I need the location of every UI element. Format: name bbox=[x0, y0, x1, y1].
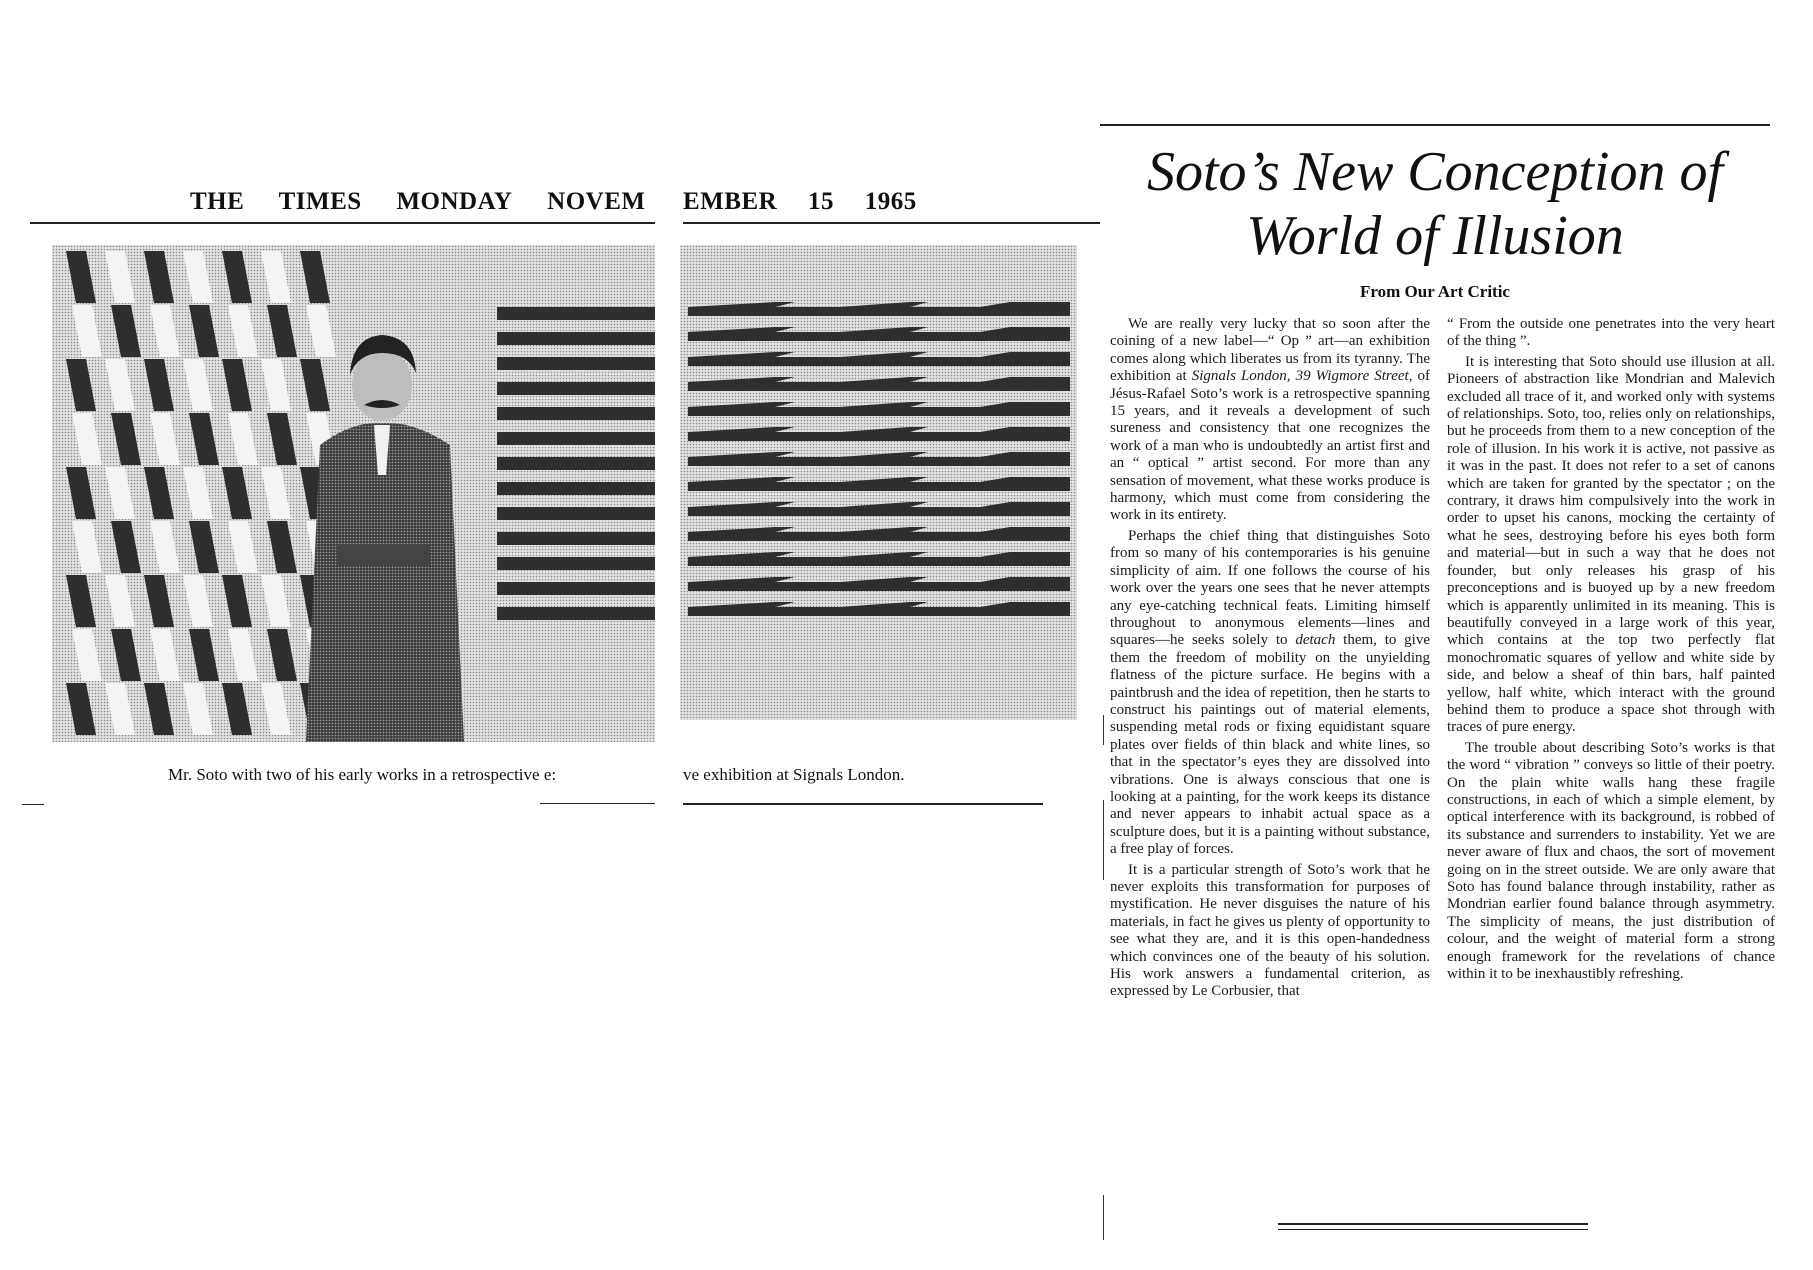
article-bottom-rule-2 bbox=[1278, 1229, 1588, 1230]
photo-caption-left: Mr. Soto with two of his early works in a retrospective e: bbox=[168, 765, 557, 784]
soto-portrait-illustration bbox=[52, 245, 655, 742]
masthead-word: THE bbox=[190, 188, 245, 215]
right-photo bbox=[680, 245, 1077, 720]
masthead-rule-right bbox=[683, 222, 1100, 224]
article-bottom-rule bbox=[1278, 1223, 1588, 1225]
margin-mark bbox=[1103, 715, 1104, 745]
masthead-word: 1965 bbox=[864, 188, 917, 215]
text-run: It is a particular strength of Soto’s work that he never exploits this transformation for purposes of mystification. He never disguises the nature of his materials, in fact he gives us plenty of opportunity to see what they are, and it is this open-handedness which convinces one of the beauty of his solution. His work answers a fundamental criterion, as expressed by Le Corbusier, that bbox=[1110, 861, 1430, 1000]
bar bbox=[497, 332, 655, 345]
article-headline bbox=[1100, 140, 1770, 268]
masthead-word: EMBER bbox=[683, 188, 778, 215]
bar bbox=[497, 607, 655, 620]
bars-illustration bbox=[680, 245, 1077, 720]
text-run: of Jésus-Rafael Soto’s work is a retrospective spanning 15 years, and it reveals a development of such sureness and consistency that one recognizes the work of a man who is undoubtedly an artist first and an “ optical ” artist second. For more than any sensation of movement, what these works produce is harmony, which must come from considering the work in its entirety. bbox=[1110, 368, 1430, 524]
text-run: We are really very lucky that so soon after the coining of a new label—“ Op ” art—an exhibition comes along which liberates us from its tyranny. The exhibition at bbox=[1110, 316, 1430, 385]
bar bbox=[497, 307, 655, 320]
headline-line-2: World of Illusion bbox=[1246, 205, 1624, 267]
bar bbox=[497, 482, 655, 495]
masthead-word: MONDAY bbox=[396, 188, 513, 215]
italic-text: detach bbox=[1295, 632, 1336, 649]
article-column-2 bbox=[1447, 316, 1775, 986]
article-top-rule bbox=[1100, 124, 1770, 126]
article-byline: From Our Art Critic bbox=[1360, 282, 1510, 301]
bar bbox=[497, 432, 655, 445]
caption-rule-left-short bbox=[22, 804, 44, 805]
article-paragraph bbox=[1110, 862, 1430, 1001]
bar bbox=[497, 407, 655, 420]
article-paragraph bbox=[1447, 316, 1775, 351]
bar bbox=[497, 457, 655, 470]
article-paragraph bbox=[1447, 740, 1775, 984]
bar bbox=[497, 532, 655, 545]
article-paragraph bbox=[1447, 354, 1775, 737]
masthead-word: TIMES bbox=[278, 188, 362, 215]
left-photo bbox=[52, 245, 655, 742]
text-run: Perhaps the chief thing that distinguishes Soto from so many of his contemporaries is his genuine simplicity of aim. If one follows the course of his work over the years one sees that he never attempts any eye-catching technical feats. Limiting himself throughout to anonymous elements—lines and squares—he seeks solely to bbox=[1110, 527, 1430, 649]
caption-rule-right bbox=[683, 803, 1043, 805]
photo-caption-right: ve exhibition at Signals London. bbox=[683, 765, 905, 784]
article-paragraph bbox=[1110, 528, 1430, 859]
text-run: The trouble about describing Soto’s works is that the word “ vibration ” conveys so little of their poetry. On the plain white walls hang these fragile constructions, in each of which a simple element, by optical interference with its background, is robbed of its substance and surrenders to instability. Yet we are never aware of flux and chaos, the sort of movement going on in the street outside. We are only aware that Soto has found balance through instability, rather as Mondrian earlier found balance through asymmetry. The simplicity of means, the just distribution of colour, and the weight of material form a strong enough framework for the revelations of chance within it to be inexhaustibly refreshing. bbox=[1447, 739, 1775, 983]
bar bbox=[497, 357, 655, 370]
italic-text: Signals London, 39 Wigmore Street, bbox=[1191, 368, 1413, 385]
masthead-left bbox=[190, 188, 646, 216]
bar bbox=[497, 582, 655, 595]
masthead-rule-left bbox=[30, 222, 655, 224]
bar bbox=[497, 507, 655, 520]
text-run: “ From the outside one penetrates into the very heart of the thing ”. bbox=[1447, 316, 1775, 350]
masthead-word: NOVEM bbox=[547, 188, 646, 215]
margin-mark bbox=[1103, 800, 1104, 880]
headline-line-1: Soto’s New Conception of bbox=[1146, 141, 1724, 203]
masthead-right bbox=[683, 188, 945, 216]
article-paragraph bbox=[1110, 316, 1430, 525]
article-column-1 bbox=[1110, 316, 1430, 1004]
text-run: them, to give them the freedom of mobility on the unyielding flatness of the picture surface. He begins with a paintbrush and the idea of repetition, then he starts to construct his paintings out of material elements, suspending metal rods or fixing equidistant square plates over fields of thin black and white lines, so that in the spectator’s eyes they are dissolved into vibrations. One is always conscious that one is looking at a painting, for the work keeps its distance and never appears to inhabit actual space as a sculpture does, but it is a painting without substance, a free play of forces. bbox=[1110, 632, 1430, 858]
margin-mark bbox=[1103, 1195, 1104, 1240]
text-run: It is interesting that Soto should use illusion at all. Pioneers of abstraction like Mondrian and Malevich excluded all trace of it, and worked only with systems of relationships. Soto, too, relies only on relationships, but he proceeds from them to a new conception of the role of illusion. In his work it is active, not passive as it was in the past. It does not refer to a set of canons which are taken for granted by the spectator ; on the contrary, it draws him compulsively into the work in order to upset his canons, mocking the certainty of what he sees, destroying before his eyes both form and material—but in such a way that he does not founder, but only releases his grasp of his preconceptions and is buoyed up by a new freedom which is apparently unlimited in its meaning. This is beautifully conveyed in a large work of this year, which contains at the top two perfectly flat monochromatic squares of yellow and white side by side, and below a sheaf of thin bars, half painted yellow, half white, which interact with the ground behind them to produce a space shot through with traces of pure energy. bbox=[1447, 353, 1775, 736]
masthead-word: 15 bbox=[807, 188, 834, 215]
bar bbox=[497, 557, 655, 570]
bar bbox=[497, 382, 655, 395]
caption-rule-left bbox=[540, 803, 655, 804]
